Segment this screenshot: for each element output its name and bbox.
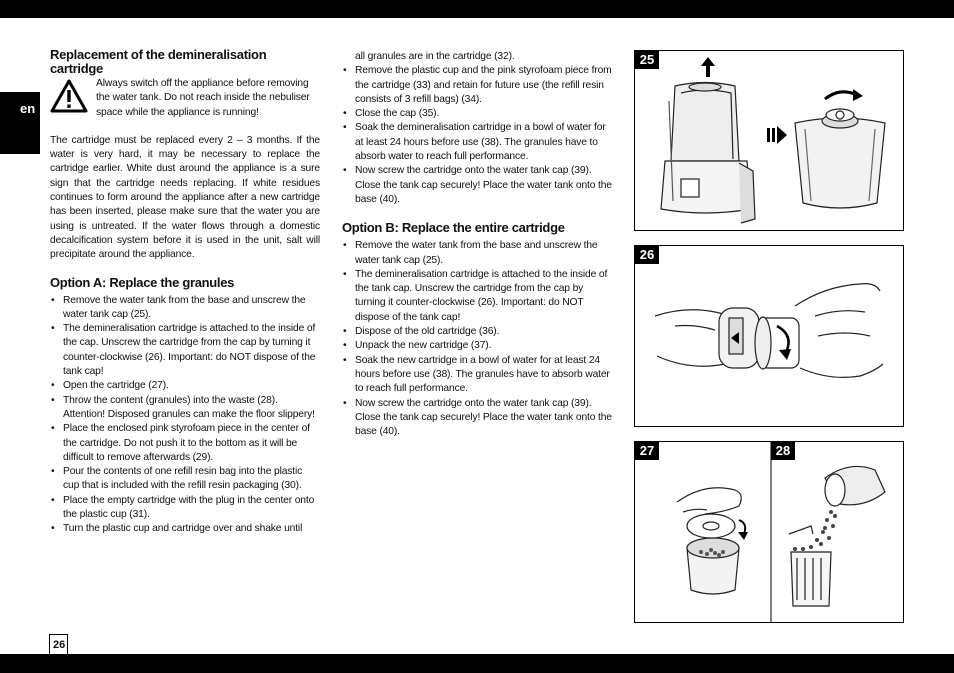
- figure-number: 27: [635, 442, 659, 460]
- list-item: • Throw the content (granules) into the waste (28). Attention! Disposed granules can make the floor slippery!: [50, 394, 320, 423]
- list-item: • Remove the water tank from the base and unscrew the water tank cap (25).: [50, 294, 320, 323]
- figure-number: 25: [635, 51, 659, 69]
- list-item: • Now screw the cartridge onto the water tank cap (39). Close the tank cap securely! Place the water tank onto the base (40).: [342, 164, 615, 207]
- language-tab: en: [0, 92, 40, 154]
- list-item: • Unpack the new cartridge (37).: [342, 339, 615, 353]
- rotate-arrow-icon: [825, 89, 863, 101]
- list-item: • Remove the plastic cup and the pink styrofoam piece from the cartridge (33) and retain for future use (the refill resin consists of 3 refill bags) (34).: [342, 64, 615, 107]
- figure-25-illustration: [635, 51, 904, 231]
- figure-25: [634, 50, 904, 231]
- figure-number: 28: [771, 442, 795, 460]
- continued-text: all granules are in the cartridge (32).: [355, 51, 515, 62]
- list-item: • Close the cap (35).: [342, 107, 615, 121]
- figure-27-28: [634, 441, 904, 623]
- option-b-steps: [342, 239, 615, 439]
- warning-text: Always switch off the appliance before removing the water tank. Do not reach inside the nebuliser space while the appliance is running!: [96, 78, 310, 118]
- double-arrow-right-icon: [767, 126, 787, 144]
- list-item: • Dispose of the old cartridge (36).: [342, 325, 615, 339]
- intro-paragraph: The cartridge must be replaced every 2 – 3 months. If the water is very hard, it may be necessary to replace the cartridge earlier. White dust around the appliance is a sure sign that the cartridge needs replacing. If white residues continues to form around the appliance after a new cartridge has been inserted, please make sure that the water you are using is untreated. If the water flows through a domestic decalcification system before it is used in the unit, salt will precipitate around the appliance.: [50, 134, 320, 261]
- warning-block: [50, 77, 320, 120]
- list-item: • Turn the plastic cup and cartridge over and shake until: [50, 522, 320, 536]
- arrow-up-icon: [701, 57, 715, 77]
- list-item: • Soak the demineralisation cartridge in a bowl of water for at least 24 hours before use (38). The granules have to absorb water to reach full performance.: [342, 121, 615, 164]
- list-item: • Soak the new cartridge in a bowl of water for at least 24 hours before use (38). The granules have to absorb water to reach full performance.: [342, 354, 615, 397]
- bottom-bar: [0, 654, 954, 673]
- list-item: • Place the empty cartridge with the plug in the center onto the plastic cup (31).: [50, 494, 320, 523]
- list-item: • Pour the contents of one refill resin bag into the plastic cup that is included with the refill resin packaging (30).: [50, 465, 320, 494]
- option-b-title: Option B: Replace the entire cartridge: [342, 220, 565, 236]
- list-item: • Now screw the cartridge onto the water tank cap (39). Close the tank cap securely! Place the water tank onto the base (40).: [342, 397, 615, 440]
- figure-27-28-illustration: [635, 442, 904, 623]
- top-bar: [0, 0, 954, 18]
- option-a-steps-continued: [342, 64, 615, 207]
- figure-26-illustration: [635, 246, 904, 427]
- figure-number: 26: [635, 246, 659, 264]
- option-a-title: Option A: Replace the granules: [50, 274, 235, 290]
- page-number: 26: [49, 634, 68, 654]
- list-item: • The demineralisation cartridge is attached to the inside of the tank cap. Unscrew the cartridge from the cap by turning it counter-clockwise (26). Important: do NOT dispose of the tank cap!: [342, 268, 615, 325]
- option-a-steps: [50, 294, 320, 537]
- list-item: • Remove the water tank from the base and unscrew the water tank cap (25).: [342, 239, 615, 268]
- warning-triangle-icon: [50, 77, 96, 120]
- figure-26: [634, 245, 904, 427]
- list-item: • Open the cartridge (27).: [50, 379, 320, 393]
- left-column: [50, 48, 320, 537]
- section-title: Replacement of the demineralisation cartridge: [50, 47, 267, 76]
- rotate-arrow-icon: [738, 520, 748, 540]
- list-item: • The demineralisation cartridge is attached to the inside of the cap. Unscrew the cartridge from the cap by turning it counter-clockwise (26). Important: do NOT dispose of the tank cap!: [50, 322, 320, 379]
- list-item: • Place the enclosed pink styrofoam piece in the center of the cartridge. Do not push it to the bottom as it will be difficult to remove afterwards (29).: [50, 422, 320, 465]
- middle-column: [342, 50, 615, 439]
